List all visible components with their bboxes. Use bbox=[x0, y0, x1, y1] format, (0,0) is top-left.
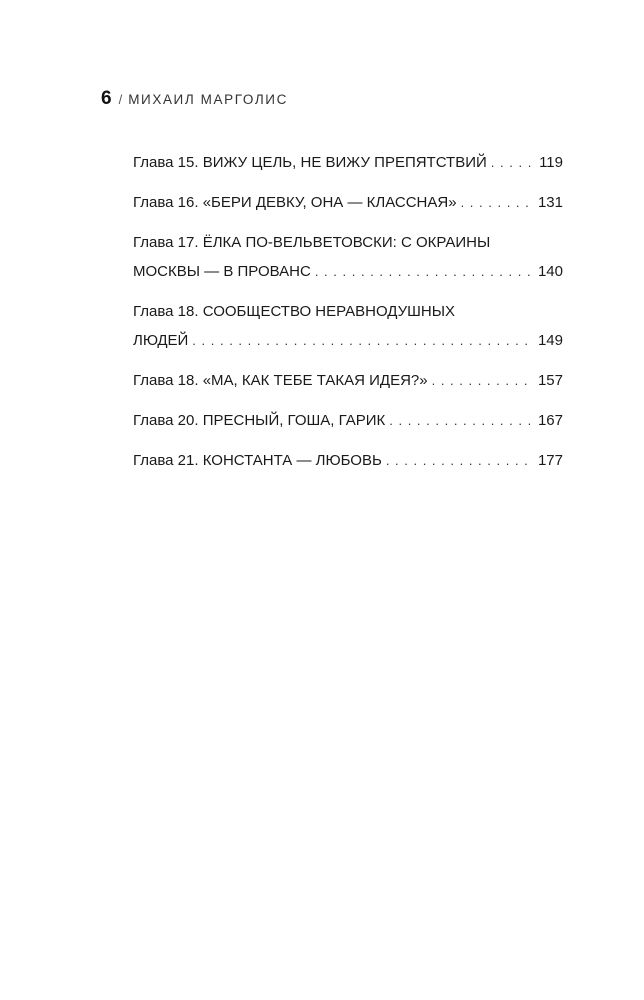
toc-page-number: 167 bbox=[537, 412, 563, 429]
toc-title: Глава 21. КОНСТАНТА — ЛЮБОВЬ bbox=[133, 452, 382, 469]
toc-title-continued: ЛЮДЕЙ bbox=[133, 332, 189, 349]
running-head bbox=[101, 88, 288, 112]
toc-line bbox=[133, 406, 563, 435]
toc-leader-dots bbox=[192, 326, 532, 355]
toc-line bbox=[133, 257, 563, 286]
toc-entry-chapter-15 bbox=[133, 148, 563, 177]
toc-page-number: 140 bbox=[537, 263, 563, 280]
toc-page-number: 131 bbox=[537, 194, 563, 211]
toc-entry-chapter-21 bbox=[133, 446, 563, 475]
toc-entry-chapter-18b bbox=[133, 366, 563, 395]
toc-page-number: 149 bbox=[537, 332, 563, 349]
toc-title: Глава 17. ЁЛКА ПО-ВЕЛЬВЕТОВСКИ: С ОКРАИНЫ bbox=[133, 234, 491, 251]
toc-page-number: 157 bbox=[537, 372, 563, 389]
toc-leader-dots bbox=[389, 406, 532, 435]
author-name: МИХАИЛ МАРГОЛИС bbox=[128, 92, 288, 107]
toc-entry-chapter-16 bbox=[133, 188, 563, 217]
toc-line bbox=[133, 188, 563, 217]
toc-leader-dots bbox=[491, 148, 533, 177]
toc-title: Глава 18. СООБЩЕСТВО НЕРАВНОДУШНЫХ bbox=[133, 303, 456, 320]
head-separator: / bbox=[118, 92, 123, 107]
toc-line bbox=[133, 148, 563, 177]
toc-line bbox=[133, 297, 563, 326]
toc-title-continued: МОСКВЫ — В ПРОВАНС bbox=[133, 263, 311, 280]
toc-entry-chapter-18a bbox=[133, 297, 563, 355]
toc-title: Глава 18. «МА, КАК ТЕБЕ ТАКАЯ ИДЕЯ?» bbox=[133, 372, 428, 389]
toc-leader-dots bbox=[432, 366, 532, 395]
toc-leader-dots bbox=[386, 446, 532, 475]
table-of-contents bbox=[133, 148, 563, 486]
toc-entry-chapter-20 bbox=[133, 406, 563, 435]
toc-title: Глава 16. «БЕРИ ДЕВКУ, ОНА — КЛАССНАЯ» bbox=[133, 194, 457, 211]
toc-line bbox=[133, 366, 563, 395]
page-number: 6 bbox=[101, 88, 112, 109]
toc-line bbox=[133, 326, 563, 355]
toc-page-number: 177 bbox=[537, 452, 563, 469]
toc-title: Глава 15. ВИЖУ ЦЕЛЬ, НЕ ВИЖУ ПРЕПЯТСТВИЙ bbox=[133, 154, 487, 171]
toc-title: Глава 20. ПРЕСНЫЙ, ГОША, ГАРИК bbox=[133, 412, 386, 429]
toc-leader-dots bbox=[461, 188, 532, 217]
toc-line bbox=[133, 446, 563, 475]
toc-leader-dots bbox=[315, 257, 532, 286]
toc-entry-chapter-17 bbox=[133, 228, 563, 286]
toc-page-number: 119 bbox=[539, 154, 563, 171]
toc-line bbox=[133, 228, 563, 257]
